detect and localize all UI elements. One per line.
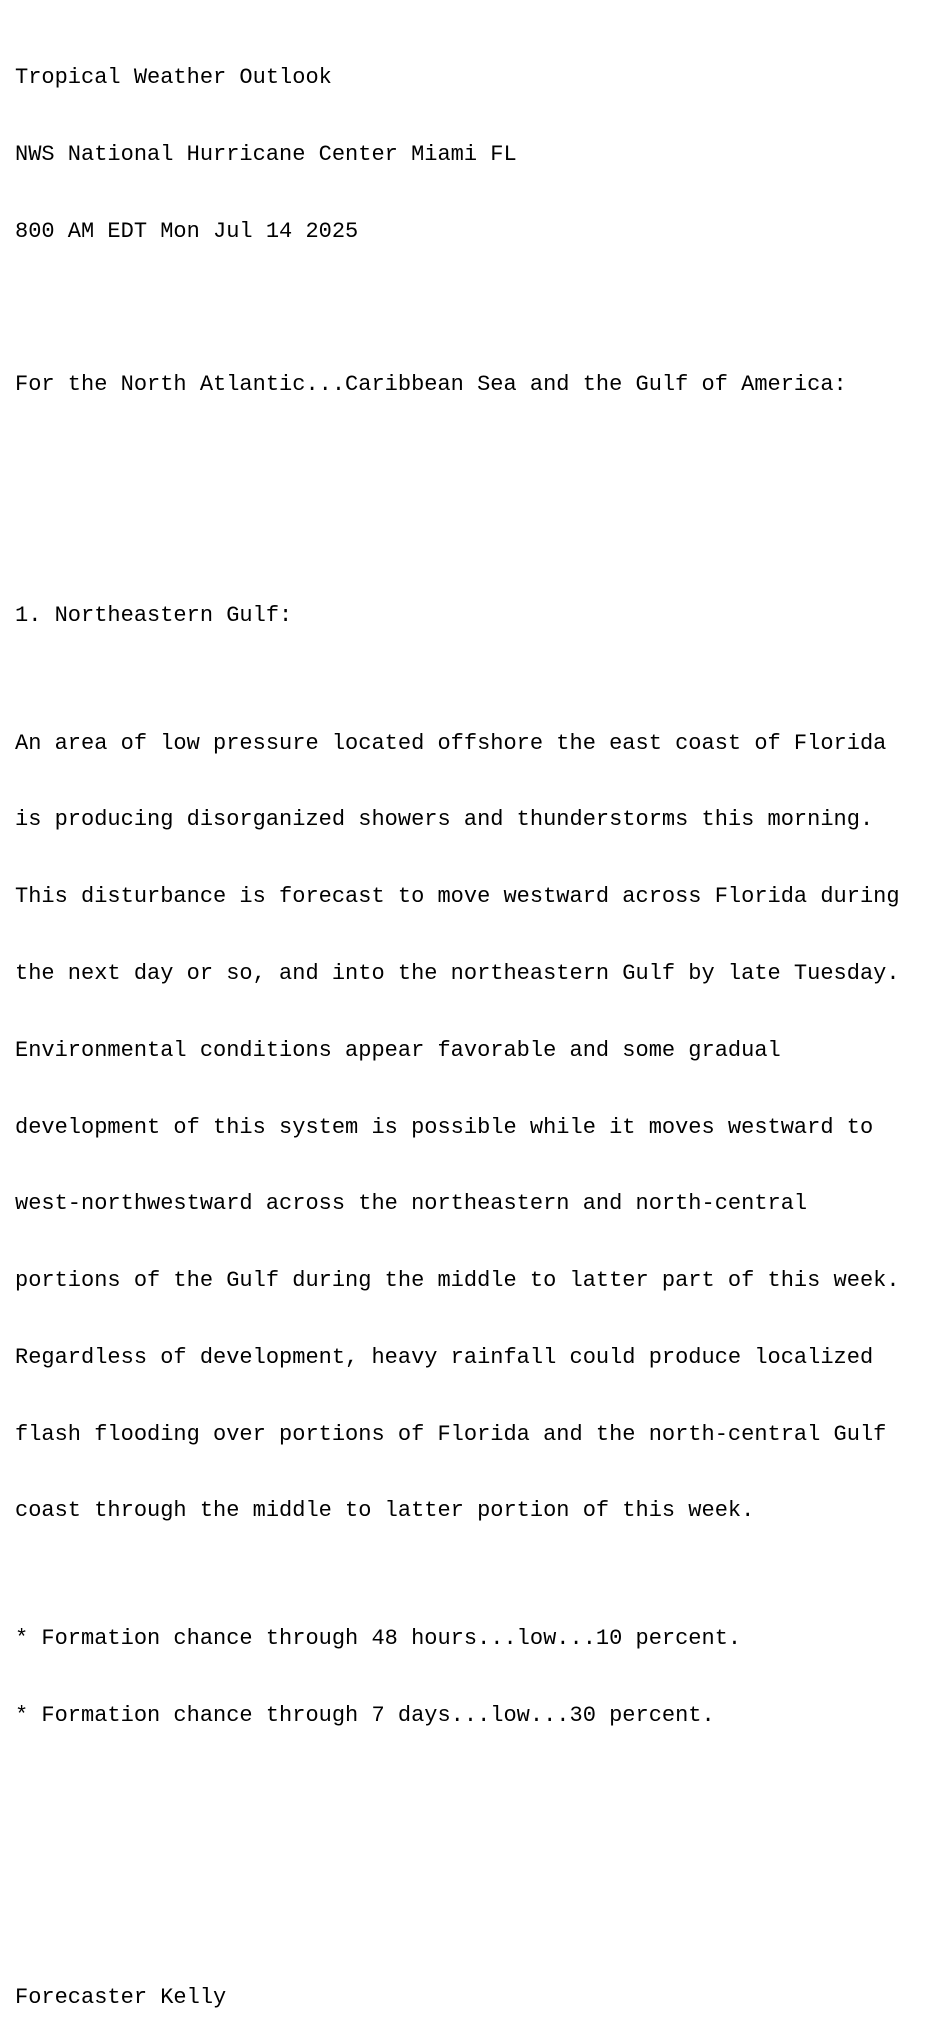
discussion-line: development of this system is possible while it moves westward to <box>15 1114 874 1140</box>
tropical-weather-outlook <box>15 14 900 2036</box>
system-outlook <box>15 551 900 1780</box>
discussion-line: west-northwestward across the northeastern and north-central <box>15 1191 808 1217</box>
forecaster-signature: Forecaster Kelly <box>15 1984 227 2010</box>
discussion-line: is producing disorganized showers and thunderstorms this morning. <box>15 807 874 833</box>
discussion-line: coast through the middle to latter portion of this week. <box>15 1498 755 1524</box>
formation-chance-48h: * Formation chance through 48 hours...low...10 percent. <box>15 1626 742 1652</box>
blank-line <box>15 449 900 475</box>
blank-lines <box>15 1857 900 1934</box>
discussion-line: An area of low pressure located offshore the east coast of Florida <box>15 730 887 756</box>
blank-line <box>15 296 900 322</box>
discussion-line: the next day or so, and into the northeastern Gulf by late Tuesday. <box>15 960 900 986</box>
basin-intro: For the North Atlantic...Caribbean Sea and the Gulf of America: <box>15 372 847 398</box>
formation-chance-7d: * Formation chance through 7 days...low...30 percent. <box>15 1703 715 1729</box>
discussion-line: Regardless of development, heavy rainfall could produce localized <box>15 1344 874 1370</box>
issue-time: 800 AM EDT Mon Jul 14 2025 <box>15 218 359 244</box>
system-discussion <box>15 679 900 1575</box>
discussion-line: flash flooding over portions of Florida and the north-central Gulf <box>15 1421 887 1447</box>
discussion-line: This disturbance is forecast to move westward across Florida during <box>15 884 900 910</box>
issuing-office: NWS National Hurricane Center Miami FL <box>15 141 517 167</box>
product-title: Tropical Weather Outlook <box>15 65 332 91</box>
system-heading: 1. Northeastern Gulf: <box>15 602 293 628</box>
discussion-line: Environmental conditions appear favorable and some gradual <box>15 1037 781 1063</box>
discussion-line: portions of the Gulf during the middle to latter part of this week. <box>15 1268 900 1294</box>
